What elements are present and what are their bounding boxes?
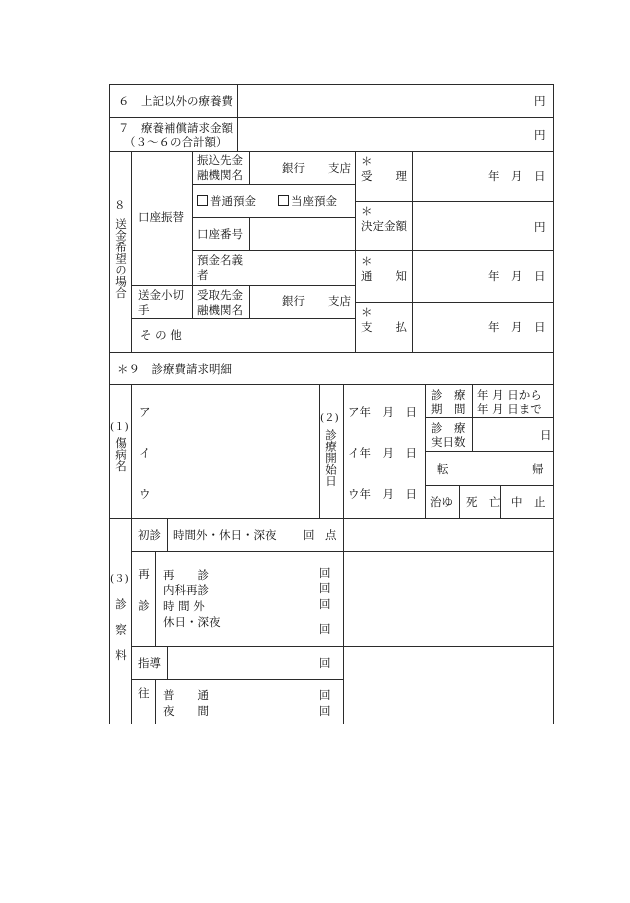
ou-label: 往 — [138, 686, 150, 700]
ou-kai-2: 回 — [319, 704, 331, 718]
furikomi-label-2: 融機関名 — [197, 168, 243, 182]
shinsatsu-title: 診察料 — [114, 598, 128, 675]
futsu-yokin-option[interactable] — [197, 194, 256, 208]
futsu-checkbox[interactable] — [197, 195, 208, 206]
kaishi-date-u: ウ年 月 日 — [348, 487, 417, 501]
nissu-nichi: 日 — [540, 428, 552, 442]
shoshin-jikangai: 時間外・休日・深夜 — [173, 528, 277, 542]
line-top — [109, 84, 554, 85]
kouza-bango-label: 口座番号 — [197, 227, 243, 241]
tsuchi-label: 通 知 — [361, 269, 407, 283]
line-row8-r3 — [355, 302, 554, 303]
shobyo-title: 傷病名 — [114, 437, 128, 472]
jikangai-item: 時 間 外 — [163, 599, 205, 613]
line-row9-bottom — [109, 384, 554, 385]
line-shido-sep — [167, 646, 168, 679]
line-row8-label2 — [249, 217, 250, 250]
line-row8-a — [192, 184, 356, 185]
shiharai-star: ＊ — [361, 305, 373, 319]
sokin-kogitte-2: 手 — [138, 303, 150, 317]
shobyo-a: ア — [139, 405, 151, 419]
chushi-label: 中 止 — [511, 495, 546, 509]
uketori-label-2: 融機関名 — [197, 303, 243, 317]
juri-label: 受 理 — [361, 169, 407, 183]
line-shobyo-title — [131, 384, 132, 518]
line-shoshin-sep — [167, 518, 168, 551]
toza-yokin-option[interactable] — [278, 194, 337, 208]
uketori-label-1: 受取先金 — [197, 288, 243, 302]
toza-label: 当座預金 — [291, 194, 337, 208]
kikan-kara: 年 月 日から — [477, 388, 542, 402]
kaishi-title: 診療開始日 — [324, 429, 338, 487]
shoshin-kai: 回 — [303, 528, 315, 542]
shido-kai: 回 — [319, 656, 331, 670]
shobyo-i: イ — [139, 446, 151, 460]
row6-label: ６ 上記以外の療養費 — [118, 94, 233, 108]
row6-yen: 円 — [534, 94, 546, 108]
uketori-branch: 支店 — [328, 294, 351, 308]
saishin-item: 再 診 — [163, 568, 209, 582]
shoshin-label: 初診 — [138, 528, 161, 542]
line-shobyo-r1 — [425, 417, 554, 418]
juri-date: 年 月 日 — [488, 169, 546, 183]
line-row8-d — [131, 285, 356, 286]
line-row7-bottom — [109, 151, 554, 152]
line-row8-r1 — [355, 201, 554, 202]
meigi-label-1: 預金名義 — [197, 253, 243, 267]
saishin-kai-3: 回 — [319, 597, 331, 611]
line-row8-c — [192, 250, 356, 251]
line-row8-r2 — [355, 250, 554, 251]
futsu-label: 普通預金 — [210, 194, 256, 208]
row8-section-title: 送金希望の場合 — [114, 218, 128, 299]
shoshin-ten: 点 — [325, 528, 337, 542]
juri-star: ＊ — [361, 154, 373, 168]
line-shinsatsu-main — [343, 518, 344, 724]
line-shobyo-r2 — [425, 451, 554, 452]
kyujitsu-item: 休日・深夜 — [163, 615, 221, 629]
kettei-label: 決定金額 — [361, 219, 407, 233]
row7-yen: 円 — [534, 128, 546, 142]
kikan-label-2: 期 間 — [431, 402, 466, 416]
sokin-kogitte-1: 送金小切 — [138, 288, 184, 302]
line-ou-sep — [155, 679, 156, 724]
line-row8-star — [412, 151, 413, 352]
furikomi-branch: 支店 — [328, 161, 351, 175]
line-shinsatsu-a — [131, 551, 554, 552]
line-row8-sec — [131, 151, 132, 352]
line-shobyo-kaishi2 — [343, 384, 344, 518]
tsuchi-date: 年 月 日 — [488, 269, 546, 283]
furikomi-bank: 銀行 — [282, 161, 305, 175]
line-shinsatsu-b — [131, 646, 554, 647]
row7-sublabel: （３～６の合計額） — [124, 135, 228, 149]
chiyu-label: 治ゆ — [430, 495, 453, 509]
line-shinsatsu-c — [131, 679, 344, 680]
line-shinsatsu-title — [131, 518, 132, 724]
nissu-label-2: 実日数 — [431, 435, 466, 449]
sonota-label: そ の 他 — [140, 328, 182, 342]
naika-saishin: 内科再診 — [163, 583, 209, 597]
uketori-bank: 銀行 — [282, 294, 305, 308]
line-shobyo-bottom — [109, 518, 554, 519]
tenki-ten: 転 — [437, 462, 449, 476]
line-shobyo-r3 — [425, 485, 554, 486]
shibo-label: 死 亡 — [466, 495, 501, 509]
shiharai-date: 年 月 日 — [488, 320, 546, 334]
line-row67-divider — [237, 84, 238, 151]
line-saishin-sep — [155, 551, 156, 646]
tsuchi-star: ＊ — [361, 254, 373, 268]
border-left — [109, 84, 110, 724]
kaishi-date-i: イ年 月 日 — [348, 446, 417, 460]
tenki-ki: 帰 — [532, 462, 544, 476]
row7-label: ７ 療養補償請求金額 — [118, 121, 233, 135]
line-row8-sub — [192, 151, 193, 318]
line-row8-mid — [355, 151, 356, 352]
line-tenki-1 — [459, 485, 460, 518]
kettei-star: ＊ — [361, 204, 373, 218]
line-row8-e — [131, 318, 356, 319]
furikomi-label-1: 振込先金 — [197, 153, 243, 167]
kaishi-date-a: ア年 月 日 — [348, 405, 417, 419]
line-shobyo-kaishi — [319, 384, 320, 518]
shobyo-no: (１) — [110, 421, 129, 433]
line-row6-bottom — [109, 117, 554, 118]
saishin-kai-1: 回 — [319, 566, 331, 580]
shido-label: 指導 — [138, 656, 161, 670]
row9-label: ＊９ 診療費請求明細 — [117, 362, 232, 376]
shiharai-label: 支 払 — [361, 320, 407, 334]
kikan-label-1: 診 療 — [431, 388, 466, 402]
saishin-kai-2: 回 — [319, 581, 331, 595]
line-row8-label3 — [249, 285, 250, 318]
ou-kai-1: 回 — [319, 688, 331, 702]
saishin-kai-4: 回 — [319, 622, 331, 636]
row8-section-no: ８ — [114, 198, 126, 212]
ou-futsu: 普 通 — [163, 688, 209, 702]
toza-checkbox[interactable] — [278, 195, 289, 206]
line-row8-b — [192, 217, 356, 218]
border-right — [553, 84, 554, 724]
line-row8-label — [249, 151, 250, 184]
kikan-made: 年 月 日まで — [477, 402, 542, 416]
kaishi-no: (２) — [320, 412, 339, 424]
kouza-furikae-label: 口座振替 — [138, 210, 184, 224]
ou-yakan: 夜 間 — [163, 704, 209, 718]
nissu-label-1: 診 療 — [431, 421, 466, 435]
saishin-label: 再診 — [137, 568, 151, 631]
shinsatsu-no: (３) — [110, 573, 129, 585]
kettei-yen: 円 — [534, 220, 546, 234]
line-row8-bottom — [109, 352, 554, 353]
shobyo-u: ウ — [139, 487, 151, 501]
meigi-label-2: 者 — [197, 268, 209, 282]
